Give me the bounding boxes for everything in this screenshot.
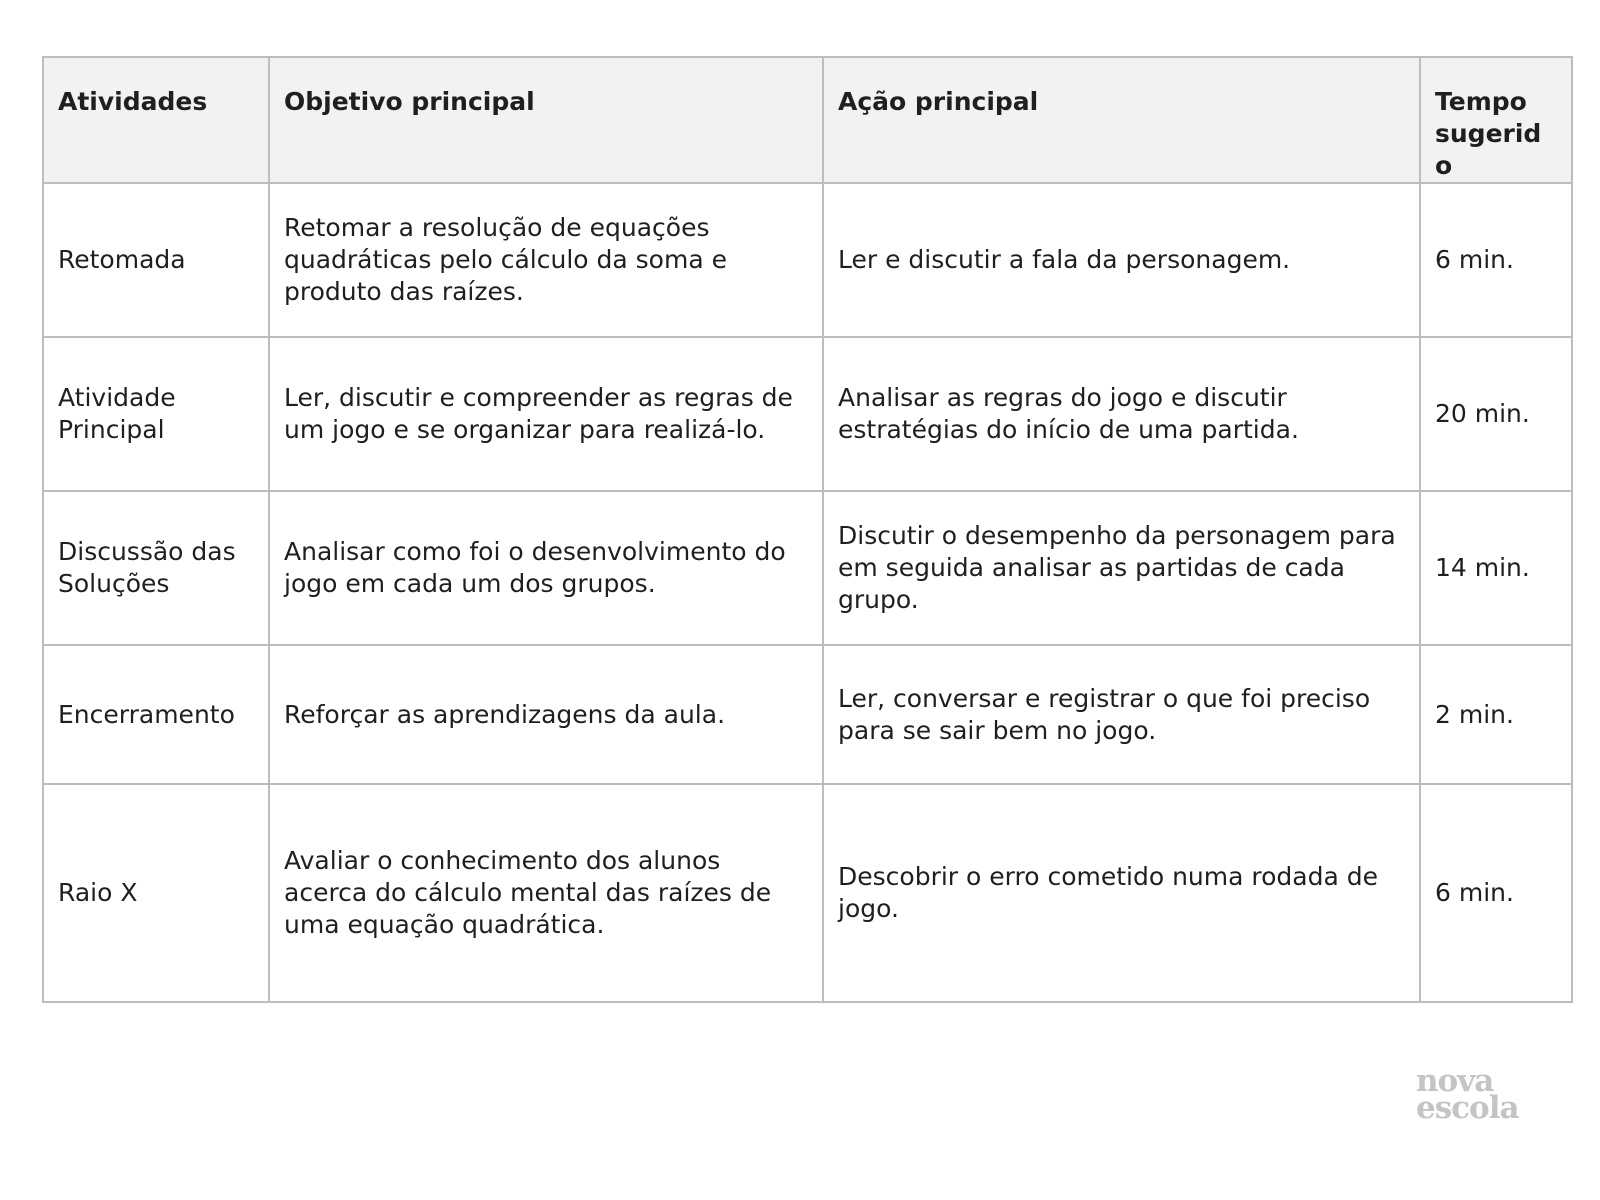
cell-objetivo: Ler, discutir e compreender as regras de um jogo e se organizar para realizá-lo. xyxy=(269,337,823,491)
logo-line-escola: escola xyxy=(1416,1090,1519,1126)
cell-acao: Ler, conversar e registrar o que foi preciso para se sair bem no jogo. xyxy=(823,645,1420,784)
cell-acao: Ler e discutir a fala da personagem. xyxy=(823,183,1420,337)
cell-objetivo: Analisar como foi o desenvolvimento do jogo em cada um dos grupos. xyxy=(269,491,823,645)
cell-acao: Descobrir o erro cometido numa rodada de jogo. xyxy=(823,784,1420,1002)
header-tempo-sugerido: Tempo sugerido xyxy=(1420,57,1572,183)
cell-tempo: 2 min. xyxy=(1420,645,1572,784)
cell-objetivo: Retomar a resolução de equações quadráticas pelo cálculo da soma e produto das raízes. xyxy=(269,183,823,337)
cell-atividade: Discussão das Soluções xyxy=(43,491,269,645)
lesson-plan-table xyxy=(42,56,1573,1003)
table-header-row xyxy=(43,57,1572,183)
cell-tempo: 14 min. xyxy=(1420,491,1572,645)
table-row xyxy=(43,491,1572,645)
cell-tempo: 6 min. xyxy=(1420,183,1572,337)
table-row xyxy=(43,337,1572,491)
cell-atividade: Atividade Principal xyxy=(43,337,269,491)
table-row xyxy=(43,645,1572,784)
cell-objetivo: Avaliar o conhecimento dos alunos acerca do cálculo mental das raízes de uma equação quadrática. xyxy=(269,784,823,1002)
cell-atividade: Encerramento xyxy=(43,645,269,784)
nova-escola-logo xyxy=(1416,1063,1536,1126)
cell-objetivo: Reforçar as aprendizagens da aula. xyxy=(269,645,823,784)
cell-tempo: 6 min. xyxy=(1420,784,1572,1002)
header-acao-principal: Ação principal xyxy=(823,57,1420,183)
cell-acao: Discutir o desempenho da personagem para em seguida analisar as partidas de cada grupo. xyxy=(823,491,1420,645)
logo-line-nova: nova xyxy=(1416,1063,1494,1099)
table-row xyxy=(43,183,1572,337)
cell-tempo: 20 min. xyxy=(1420,337,1572,491)
header-objetivo-principal: Objetivo principal xyxy=(269,57,823,183)
table-row xyxy=(43,784,1572,1002)
cell-acao: Analisar as regras do jogo e discutir estratégias do início de uma partida. xyxy=(823,337,1420,491)
cell-atividade: Retomada xyxy=(43,183,269,337)
cell-atividade: Raio X xyxy=(43,784,269,1002)
header-atividades: Atividades xyxy=(43,57,269,183)
